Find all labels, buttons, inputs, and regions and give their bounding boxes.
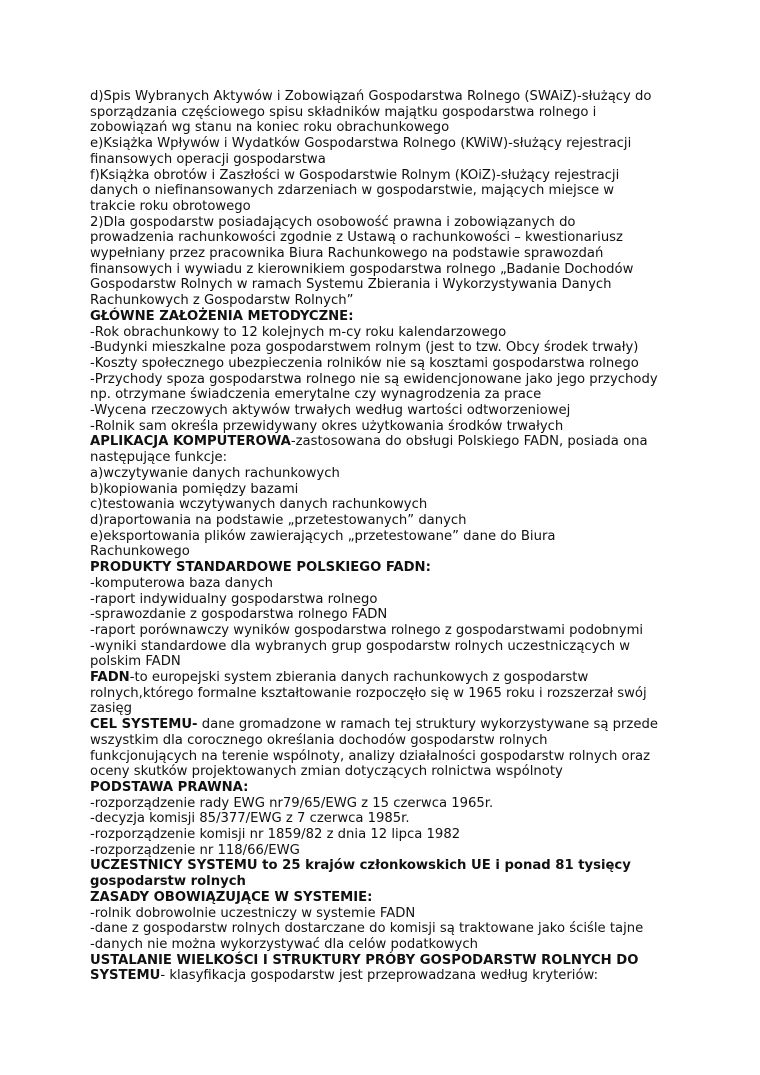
text-line: -komputerowa baza danych — [90, 575, 273, 591]
text-line — [90, 434, 680, 450]
text-line: -sprawozdanie z gospodarstwa rolnego FADN — [90, 607, 388, 623]
text-line: d)Spis Wybranych Aktywów i Zobowiązań Gospodarstwa Rolnego (SWAiZ)-służący do — [90, 89, 652, 104]
text-line: -dane z gospodarstw rolnych dostarczane do komisji są traktowane jako ściśle tajne — [90, 921, 644, 937]
inline-text: -to europejski system zbierania danych rachunkowych z gospodarstw — [129, 670, 589, 686]
text-line — [90, 717, 680, 733]
document-page — [90, 89, 680, 984]
text-line: Rachunkowych z Gospodarstw Rolnych” — [90, 293, 354, 309]
text-line: zobowiązań wg stanu na koniec roku obrachunkowego — [90, 120, 450, 136]
text-line: wypełniany przez pracownika Biura Rachunkowego na podstawie sprawozdań — [90, 246, 604, 262]
section-heading: PRODUKTY STANDARDOWE POLSKIEGO FADN: — [90, 560, 431, 576]
text-line: -raport indywidualny gospodarstwa rolnego — [90, 591, 378, 607]
inline-text: dane gromadzone w ramach tej struktury wykorzystywane są przede — [197, 717, 658, 733]
text-line: danych o niefinansowanych zdarzeniach w gospodarstwie, mających miejsce w — [90, 183, 615, 199]
inline-text: -zastosowana do obsługi Polskiego FADN, posiada ona — [290, 434, 648, 450]
section-heading: GŁÓWNE ZAŁOŻENIA METODYCZNE: — [90, 308, 354, 324]
inline-text: - klasyfikacja gospodarstw jest przeprowadzana według kryteriów: — [160, 968, 599, 984]
text-line: -rozporządzenie komisji nr 1859/82 z dnia 12 lipca 1982 — [90, 827, 461, 843]
section-heading: UCZESTNICY SYSTEMU to 25 krajów członkowskich UE i ponad 81 tysięcy — [90, 858, 631, 874]
text-line: -Budynki mieszkalne poza gospodarstwem rolnym (jest to tzw. Obcy środek trwały) — [90, 340, 639, 356]
text-line: a)wczytywanie danych rachunkowych — [90, 465, 340, 481]
section-heading: ZASADY OBOWIĄZUJĄCE W SYSTEMIE: — [90, 889, 373, 905]
text-line: sporządzania częściowego spisu składników majątku gospodarstwa rolnego i — [90, 104, 597, 120]
section-heading: gospodarstw rolnych — [90, 874, 246, 890]
text-line: finansowych operacji gospodarstwa — [90, 151, 326, 167]
text-line: -Koszty społecznego ubezpieczenia rolników nie są kosztami gospodarstwa rolnego — [90, 355, 639, 371]
text-line: rolnych,którego formalne kształtowanie rozpoczęło się w 1965 roku i rozszerzał swój — [90, 685, 647, 701]
text-line: -Rok obrachunkowy to 12 kolejnych m-cy roku kalendarzowego — [90, 324, 507, 340]
section-heading: USTALANIE WIELKOŚCI I STRUKTURY PRÓBY GOSPODARSTW ROLNYCH DO — [90, 952, 639, 968]
text-line: Rachunkowego — [90, 544, 190, 560]
text-line: np. otrzymane świadczenia emerytalne czy wynagrodzenia za prace — [90, 387, 542, 403]
inline-heading: CEL SYSTEMU- — [90, 717, 198, 733]
text-line: -raport porównawczy wyników gospodarstwa rolnego z gospodarstwami podobnymi — [90, 622, 644, 638]
inline-heading: FADN — [90, 670, 130, 686]
inline-heading: SYSTEMU — [90, 968, 161, 984]
text-line: trakcie roku obrotowego — [90, 198, 251, 214]
text-line: -Wycena rzeczowych aktywów trwałych według wartości odtworzeniowej — [90, 403, 571, 419]
text-line: -Rolnik sam określa przewidywany okres użytkowania środków trwałych — [90, 418, 564, 434]
text-line: -decyzja komisji 85/377/EWG z 7 czerwca 1985r. — [90, 811, 410, 827]
text-line: oceny skutków projektowanych zmian dotyczących rolnictwa wspólnoty — [90, 764, 563, 780]
text-line: 2)Dla gospodarstw posiadających osobowość prawna i zobowiązanych do — [90, 214, 576, 230]
text-line — [90, 670, 680, 686]
text-line: prowadzenia rachunkowości zgodnie z Ustawą o rachunkowości – kwestionariusz — [90, 230, 623, 246]
text-line: e)Książka Wpływów i Wydatków Gospodarstwa Rolnego (KWiW)-służący rejestracji — [90, 136, 632, 152]
text-line: następujące funkcje: — [90, 450, 228, 466]
text-line: -rozporządzenie rady EWG nr79/65/EWG z 15 czerwca 1965r. — [90, 795, 494, 811]
text-line: -rozporządzenie nr 118/66/EWG — [90, 842, 300, 858]
text-line: c)testowania wczytywanych danych rachunkowych — [90, 497, 428, 513]
text-line: -rolnik dobrowolnie uczestniczy w systemie FADN — [90, 905, 416, 921]
text-line: polskim FADN — [90, 654, 181, 670]
text-line: Gospodarstw Rolnych w ramach Systemu Zbierania i Wykorzystywania Danych — [90, 277, 612, 293]
section-heading: PODSTAWA PRAWNA: — [90, 779, 249, 795]
text-line: zasięg — [90, 701, 133, 717]
text-line: d)raportowania na podstawie „przetestowanych” danych — [90, 512, 467, 528]
text-line: f)Książka obrotów i Zaszłości w Gospodarstwie Rolnym (KOiZ)-służący rejestracji — [90, 167, 620, 183]
text-line: b)kopiowania pomiędzy bazami — [90, 481, 299, 497]
inline-heading: APLIKACJA KOMPUTEROWA — [90, 434, 291, 450]
text-line: -Przychody spoza gospodarstwa rolnego nie są ewidencjonowane jako jego przychody — [90, 371, 658, 387]
text-line: -danych nie można wykorzystywać dla celów podatkowych — [90, 936, 478, 952]
text-line — [90, 968, 680, 984]
text-line: wszystkim dla corocznego określania dochodów gospodarstw rolnych — [90, 732, 548, 748]
text-line: funkcjonujących na terenie wspólnoty, analizy działalności gospodarstw rolnych oraz — [90, 748, 650, 764]
text-line: e)eksportowania plików zawierających „przetestowane” dane do Biura — [90, 528, 556, 544]
text-line: finansowych i wywiadu z kierownikiem gospodarstwa rolnego „Badanie Dochodów — [90, 261, 634, 277]
text-line: -wyniki standardowe dla wybranych grup gospodarstw rolnych uczestniczących w — [90, 638, 631, 654]
